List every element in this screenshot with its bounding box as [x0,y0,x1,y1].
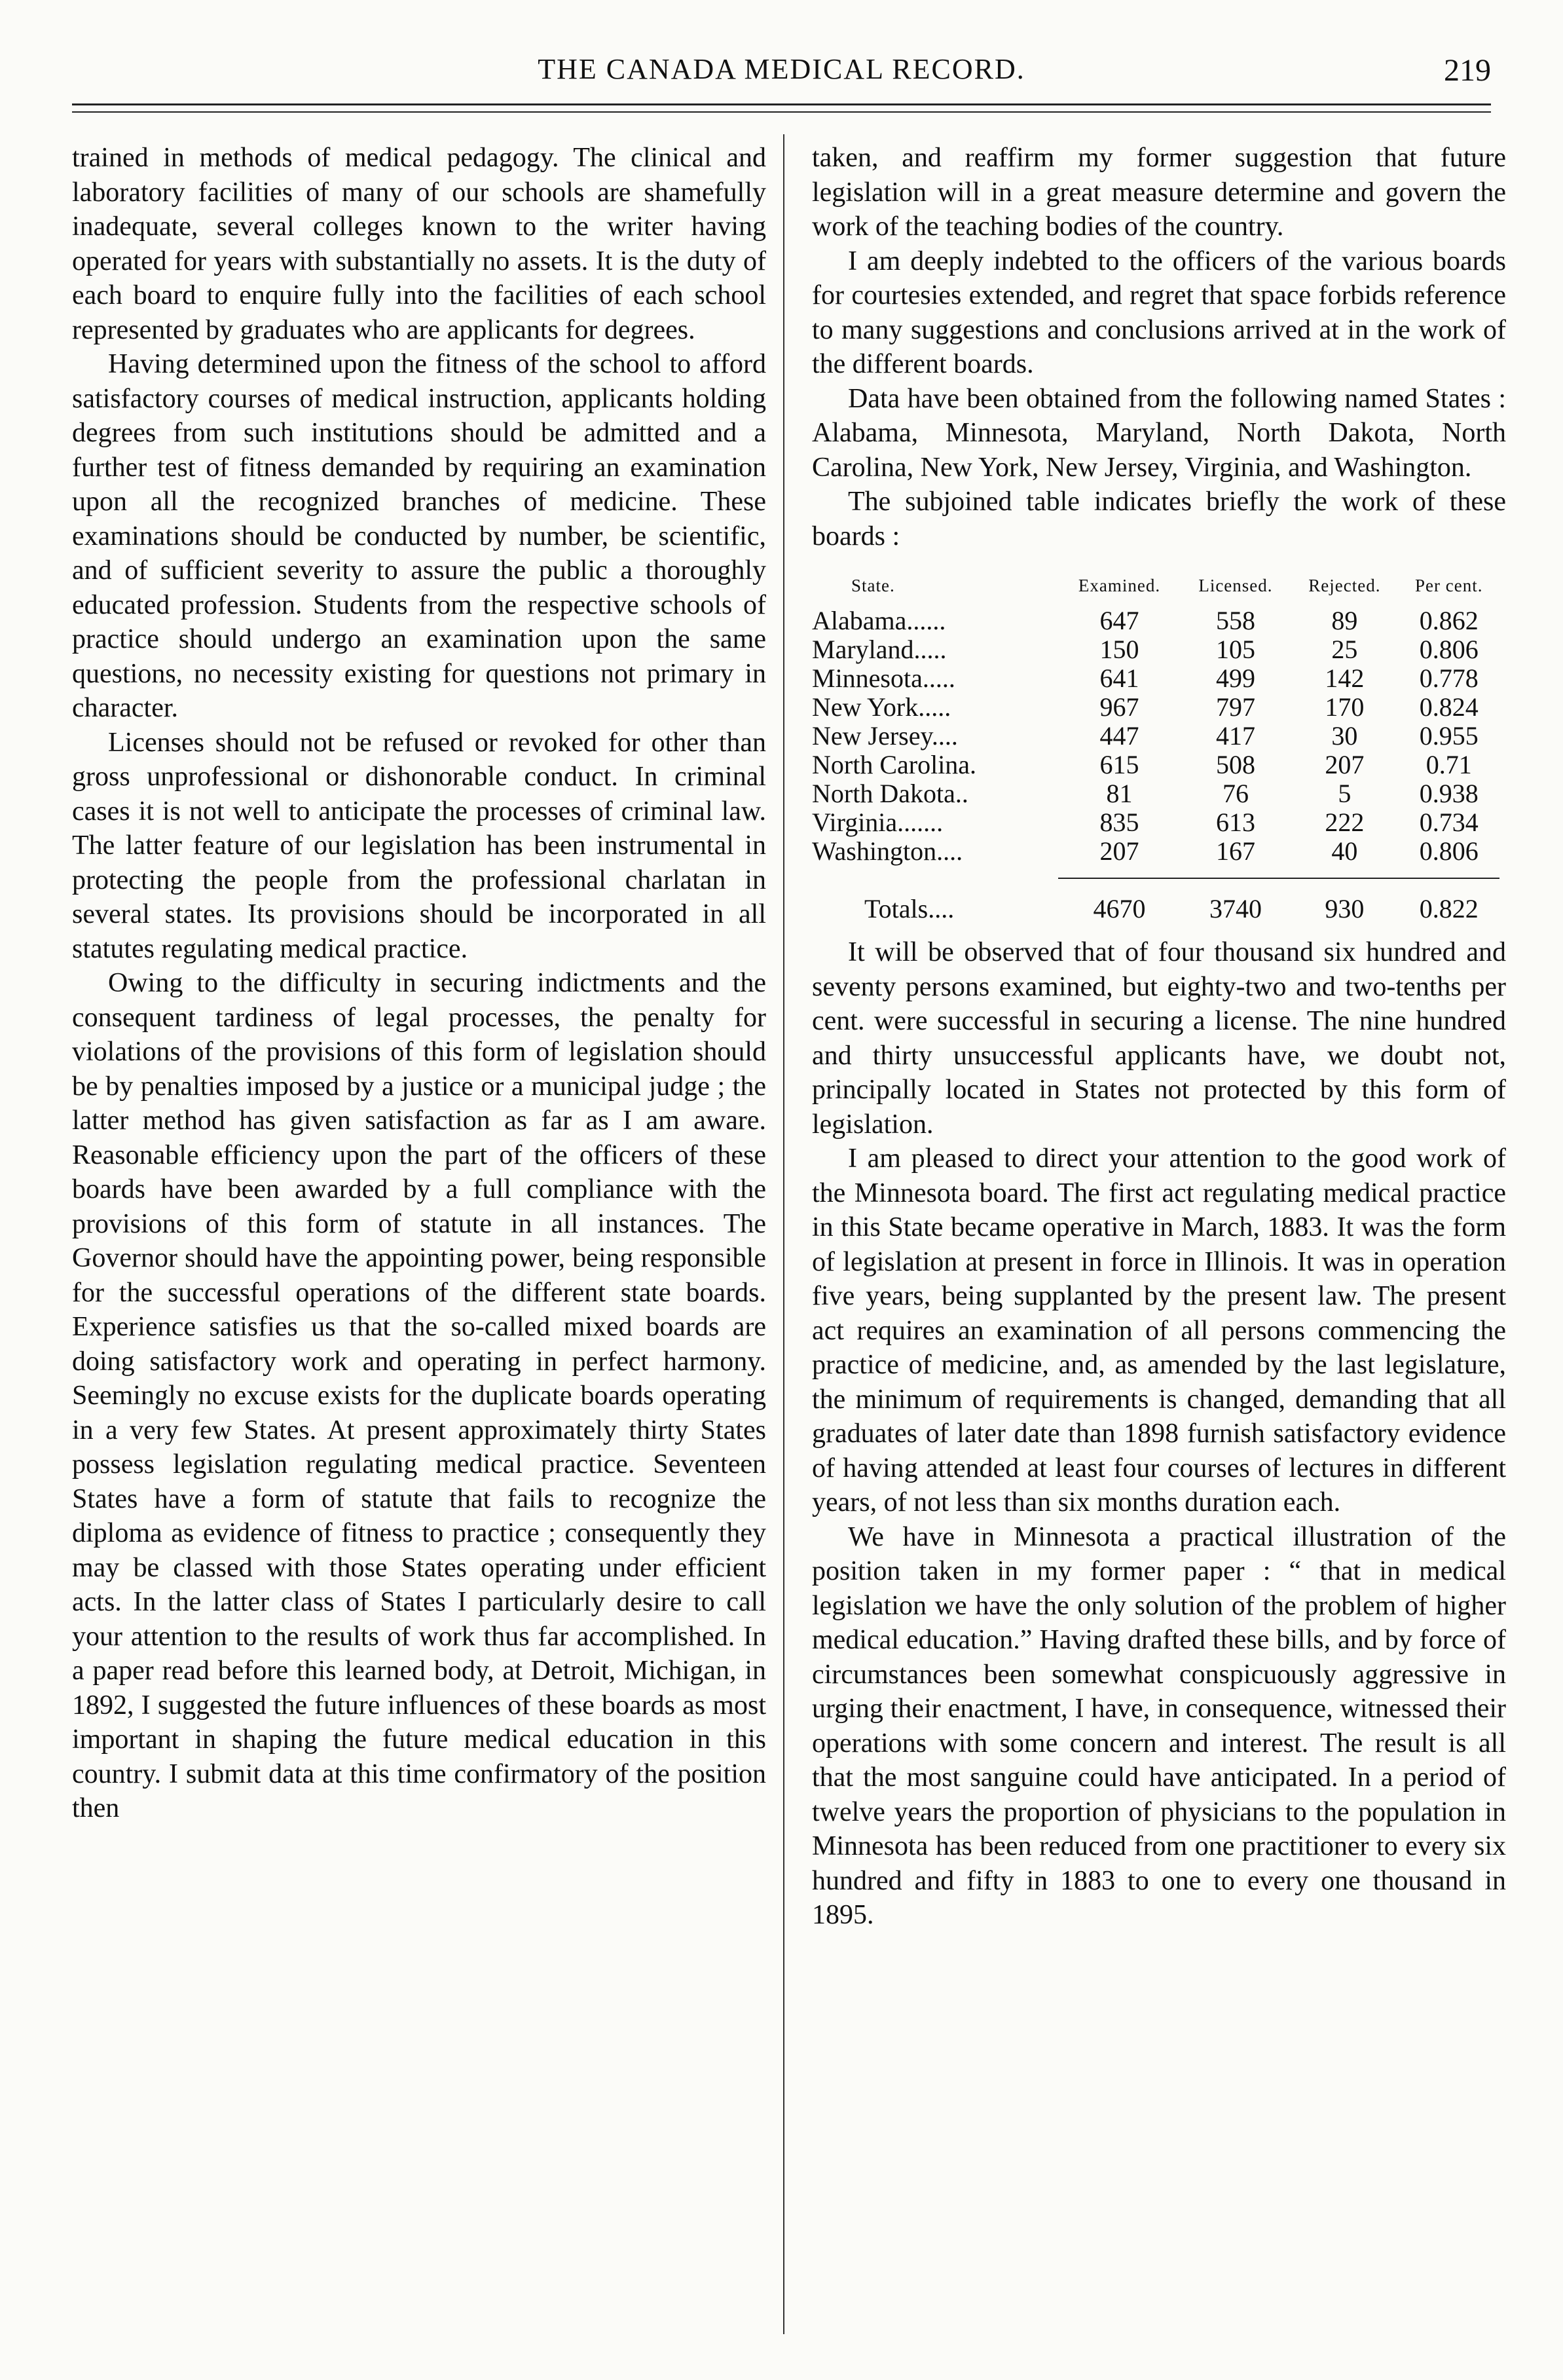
examined-cell: 150 [1099,635,1139,664]
column-divider [783,134,784,2334]
column-header: Per cent. [1415,576,1483,595]
totals-row [812,878,1499,923]
percent-cell: 0.734 [1419,808,1479,837]
left-column [72,141,766,1826]
header-rule-bottom [72,111,1491,113]
table-row [812,606,1499,635]
percent-cell: 0.938 [1419,779,1479,808]
rejected-cell: 25 [1331,635,1358,664]
examined-cell: 647 [1099,606,1139,635]
percent-cell: 0.806 [1419,635,1479,664]
table-row [812,837,1499,866]
rejected-cell: 5 [1338,779,1352,808]
table-row [812,722,1499,751]
column-header: State. [851,576,895,595]
paragraph: Data have been obtained from the following named States : Alabama, Minnesota, Maryland, North Dakota, North Carolina, New York, New Jersey, Virginia, and Washington. [812,383,1506,483]
column-header: Licensed. [1198,576,1273,595]
licensed-cell: 417 [1215,721,1255,751]
table-row [812,751,1499,779]
rejected-cell: 89 [1331,606,1358,635]
state-cell: Washington.... [812,836,963,866]
state-cell: New York..... [812,692,951,722]
running-head [72,52,1491,92]
state-cell: Minnesota..... [812,663,955,693]
paragraph: Having determined upon the fitness of the school to afford satisfactory courses of medical instruction, applicants holding degrees from such institutions should be admitted and a further test of fitness demanded by requiring an examination upon all the recognized branches of medicine. These examinations should be conducted by number, be scientific, and of sufficient severity to assure the public a thoroughly educated profession. Students from the respective schools of practice should undergo an examination upon the same questions, no necessity existing for questions not primary in character. [72,349,766,723]
examined-cell: 967 [1099,692,1139,722]
state-cell: Alabama...... [812,606,946,635]
examined-cell: 641 [1099,663,1139,693]
table-row [812,808,1499,837]
paragraph: Licenses should not be refused or revoked for other than gross unprofessional or dishonorable conduct. In criminal cases it is not well to anticipate the processes of criminal law. The latter feature of our legislation has been instrumental in protecting the people from the professional charlatan in several states. Its provisions should be incorporated in all statutes regulating medical practice. [72,727,766,964]
percent-total: 0.822 [1419,894,1479,923]
examined-cell: 207 [1099,836,1139,866]
header-rule-top [72,103,1491,105]
paragraph: It will be observed that of four thousand six hundred and seventy persons examined, but eighty-two and two-tenths per cent. were successful in securing a license. The nine hundred and thirty unsuccessful applicants have, we doubt not, principally located in States not protected by this form of legislation. [812,937,1506,1140]
state-cell: New Jersey.... [812,721,958,751]
table-row [812,635,1499,664]
percent-cell: 0.862 [1419,606,1479,635]
state-cell: Virginia....... [812,808,944,837]
state-cell: North Dakota.. [812,779,968,808]
page-number: 219 [1444,53,1491,88]
column-header: Examined. [1078,576,1161,595]
examined-cell: 835 [1099,808,1139,837]
paragraph: Owing to the difficulty in securing indictments and the consequent tardiness of legal processes, the penalty for violations of the provisions of this form of legislation should be by penalties imposed by a justice or a municipal judge ; the latter method has given satisfaction as far as I am aware. Reasonable efficiency upon the part of the officers of these boards have been awarded by a full compliance with the provisions of this form of statute in all instances. The Governor should have the appointing power, being responsible for the successful operations of the different state boards. Experience satisfies us that the so-called mixed boards are doing satisfactory work and operating in perfect harmony. Seemingly no excuse exists for the duplicate boards operating in a very few States. At present approximately thirty States possess legislation regulating medical practice. Seventeen States have a form of statute that fails to recognize the diploma as evidence of fitness to practice ; consequently they may be classed with those States operating under efficient acts. In the latter class of States I particularly desire to call your attention to the results of work thus far accomplished. In a paper read before this learned body, at Detroit, Michigan, in 1892, I suggested the future influences of these boards as most important in shaping the future medical education in this country. I submit data at this time confirmatory of the position then [72,968,766,1823]
paragraph: trained in methods of medical pedagogy. The clinical and laboratory facilities of many of our schools are shamefully inadequate, several colleges known to the writer having operated for years with substantially no assets. It is the duty of each board to enquire fully into the facilities of each school represented by graduates who are applicants for degrees. [72,143,766,345]
paragraph: We have in Minnesota a practical illustration of the position taken in my former paper : “ that in medical legislation we have the only solution of the problem of higher medical education.” Having drafted these bills, and by force of circumstances been somewhat conspicuously aggressive in urging their enactment, I have, in consequence, witnessed their operations with some concern and interest. The result is all that the most sanguine could have anticipated. In a period of twelve years the proportion of physicians to the population in Minnesota has been reduced from one practitioner to every six hundred and fifty in 1883 to one to every one thousand in 1895. [812,1521,1506,1930]
paragraph: taken, and reaffirm my former suggestion that future legislation will in a great measure determine and govern the work of the teaching bodies of the country. [812,143,1506,242]
examined-cell: 81 [1106,779,1133,808]
percent-cell: 0.806 [1419,836,1479,866]
paragraph: The subjoined table indicates briefly the work of these boards : [812,487,1506,551]
rejected-cell: 207 [1325,750,1365,779]
percent-cell: 0.71 [1425,750,1472,779]
rejected-cell: 142 [1325,663,1365,693]
table-row [812,779,1499,808]
percent-cell: 0.824 [1419,692,1479,722]
licensed-cell: 508 [1215,750,1255,779]
table-row [812,693,1499,722]
right-column [812,141,1506,1933]
licensed-cell: 167 [1215,836,1255,866]
licensed-cell: 499 [1215,663,1255,693]
licensed-cell: 105 [1215,635,1255,664]
paragraph: I am pleased to direct your attention to the good work of the Minnesota board. The first act regulating medical practice in this State became operative in March, 1883. It was the form of legislation at present in force in Illinois. It was in operation five years, being supplanted by the present law. The present act requires an examination of all persons commencing the practice of medicine, and, as amended by the last legislature, the minimum of requirements is changed, demanding that all graduates of later date than 1898 furnish satisfactory evidence of having attended at least four courses of lectures in different years, of not less than six months duration each. [812,1144,1506,1517]
table-header-row [812,570,1499,606]
percent-cell: 0.955 [1419,721,1479,751]
rejected-cell: 170 [1325,692,1365,722]
state-cell: Maryland..... [812,635,947,664]
rejected-cell: 30 [1331,721,1358,751]
percent-cell: 0.778 [1419,663,1479,693]
column-header: Rejected. [1308,576,1381,595]
licensed-cell: 76 [1222,779,1249,808]
rejected-total: 930 [1325,894,1365,923]
table-row [812,664,1499,693]
examined-cell: 615 [1099,750,1139,779]
totals-rule [812,866,1499,878]
rejected-cell: 40 [1331,836,1358,866]
rejected-cell: 222 [1325,808,1365,837]
paragraph: I am deeply indebted to the officers of the various boards for courtesies extended, and regret that space forbids reference to many suggestions and conclusions arrived at in the work of the different boards. [812,246,1506,379]
licensed-cell: 613 [1215,808,1255,837]
totals-label: Totals.... [864,893,955,923]
boards-statistics-table [812,570,1499,923]
licensed-cell: 797 [1215,692,1255,722]
examined-total: 4670 [1093,894,1146,923]
licensed-total: 3740 [1209,894,1262,923]
state-cell: North Carolina. [812,750,977,779]
examined-cell: 447 [1099,721,1139,751]
journal-title: THE CANADA MEDICAL RECORD. [538,53,1025,85]
licensed-cell: 558 [1215,606,1255,635]
